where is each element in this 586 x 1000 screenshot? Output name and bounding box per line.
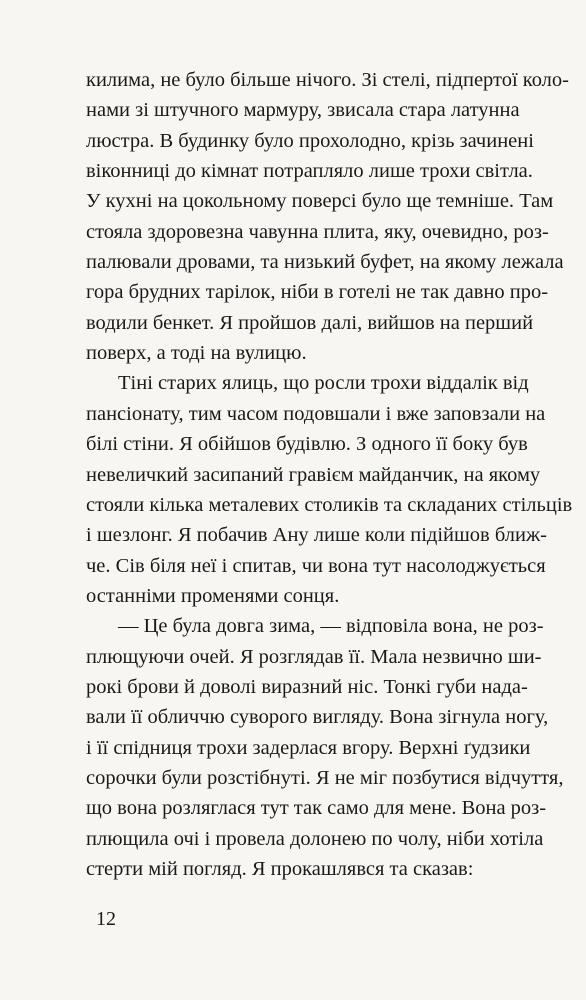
text-line: килима, не було більше нічого. Зі стелі, підпертої коло-: [86, 69, 569, 91]
text-line: гора брудних тарілок, ніби в готелі не так давно про-: [86, 281, 549, 303]
text-line: останніми променями сонця.: [86, 585, 340, 607]
text-line: і шезлонг. Я побачив Ану лише коли підійшов ближ-: [86, 524, 547, 546]
text-line: люстра. В будинку було прохолодно, крізь зачинені: [86, 130, 534, 152]
text-line: — Це була довга зима, — відповіла вона, не роз-: [118, 615, 544, 637]
text-line: У кухні на цокольному поверсі було ще темніше. Там: [86, 190, 554, 212]
text-line: і її спідниця трохи задерлася вгору. Верхні ґудзики: [86, 737, 531, 759]
text-line: вали її обличчю суворого вигляду. Вона зігнула ногу,: [86, 706, 549, 728]
text-line: віконниці до кімнат потрапляло лише трохи світла.: [86, 160, 533, 182]
text-line: плющуючи очей. Я розглядав її. Мала незвично ши-: [86, 646, 542, 668]
text-line: що вона розляглася тут так само для мене. Вона роз-: [86, 797, 547, 819]
text-line: поверх, а тоді на вулицю.: [86, 342, 307, 364]
text-line: стояли кілька металевих столиків та складаних стільців: [86, 494, 573, 516]
text-line: плющила очі і провела долонею по чолу, ніби хотіла: [86, 828, 544, 850]
text-line: че. Сів біля неї і спитав, чи вона тут насолоджується: [86, 555, 546, 577]
text-line: рокі брови й доволі виразний ніс. Тонкі губи нада-: [86, 676, 528, 698]
text-line: сорочки були розстібнуті. Я не міг позбутися відчуття,: [86, 767, 564, 789]
text-line: стерти мій погляд. Я прокашлявся та сказав:: [86, 858, 474, 880]
page-number: 12: [96, 908, 116, 930]
text-line: Тіні старих ялиць, що росли трохи віддалік від: [118, 372, 529, 394]
text-line: нами зі штучного мармуру, звисала стара латунна: [86, 99, 520, 121]
text-line: палювали дровами, та низький буфет, на якому лежала: [86, 251, 564, 273]
text-line: стояла здоровезна чавунна плита, яку, очевидно, роз-: [86, 221, 549, 243]
text-line: водили бенкет. Я пройшов далі, вийшов на перший: [86, 312, 534, 334]
text-line: білі стіни. Я обійшов будівлю. З одного її боку був: [86, 433, 528, 455]
text-line: невеличкий засипаний гравієм майданчик, на якому: [86, 464, 541, 486]
text-line: пансіонату, тим часом подовшали і вже заповзали на: [86, 403, 546, 425]
